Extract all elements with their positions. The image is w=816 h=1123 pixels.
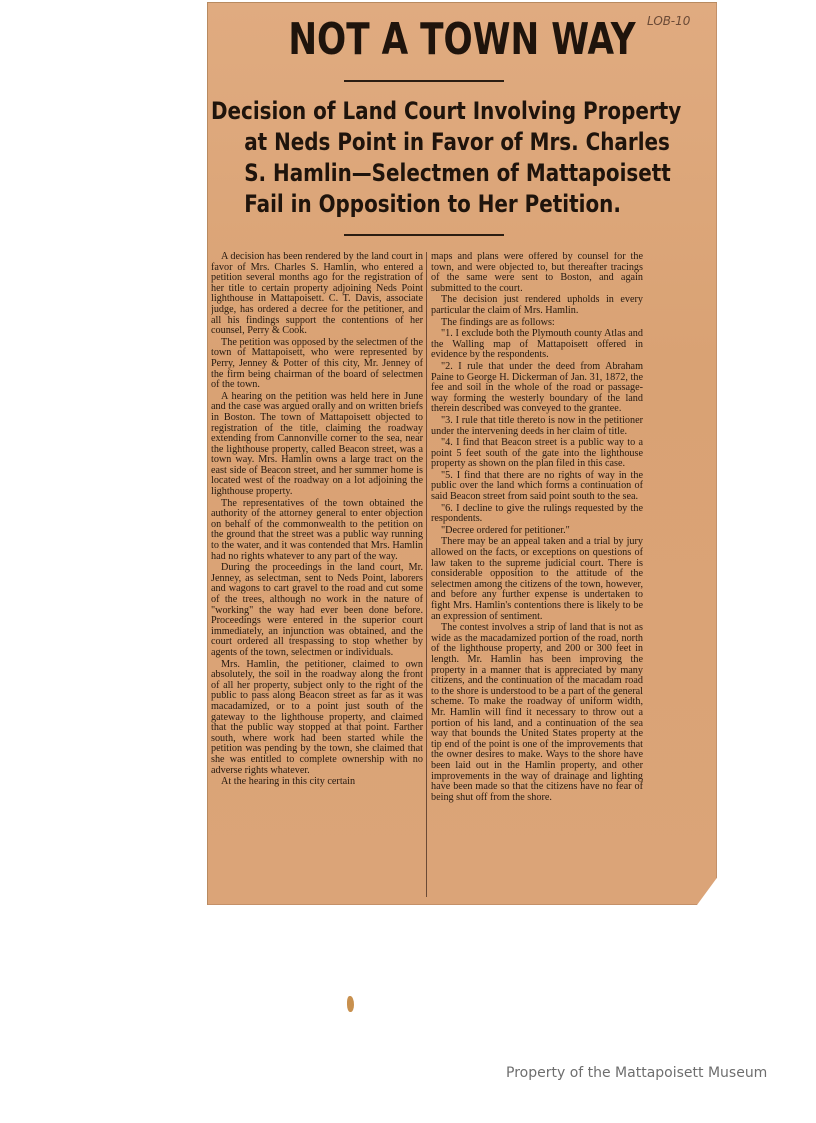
paragraph: The petition was opposed by the selectmen of the town of Mattapoisett, who were represented by Perry, Jenney & Potter of this city, Mr. Jenney of the firm being chairman of the board of selectmen of the town. [211,336,423,391]
catalog-number: LOB-10 [647,14,691,28]
paragraph: A hearing on the petition was held here in June and the case was argued orally and on written briefs in Boston. The town of Mattapoisett objected to registration of the title, claiming the roadway extending from Cannonville corner to the sea, near the lighthouse property, called Beacon street, was a town way. Mrs. Hamlin owns a large tract on the east side of Beacon street, and her summer home is located west of the roadway on a lot adjoining the lighthouse property. [211,390,423,498]
deck-rule [344,234,504,236]
article-column-1 [211,252,423,897]
paragraph: Mrs. Hamlin, the petitioner, claimed to own absolutely, the soil in the roadway along the front of all her property, subject only to the right of the public to pass along Beacon street as far as it was macadamized, or to a point just south of the gateway to the lighthouse property, and claimed that the public way stopped at that point. Farther south, where work had been started while the petition was pending by the town, she claimed that she was entitled to complete ownership with no adverse rights whatever. [211,658,423,776]
paragraph: At the hearing in this city certain [221,776,356,788]
museum-watermark: Property of the Mattapoisett Museum [506,1065,768,1081]
paragraph: The decision just rendered upholds in every particular the claim of Mrs. Hamlin. [431,294,643,316]
paragraph: The contest involves a strip of land that is not as wide as the macadamized portion of the road, north of the lighthouse property, and 200 or 300 feet in length. Mr. Hamlin has been improving the property in a manner that is appreciated by many citizens, and the continuation of the macadam road to the shore is understood to be a part of the general scheme. To make the roadway of uniform width, Mr. Hamlin will find it necessary to throw out a portion of his land, and a continuation of the sea way that bounds the United States property at the tip end of the point is one of the improvements that the owner desires to make. Ways to the shore have been laid out in the Hamlin property, and other improvements in the way of drainage and lighting have been made so that the citizens have no fear of being shut off from the shore. [431,622,643,803]
column-divider [426,252,427,897]
paragraph: A decision has been rendered by the land court in favor of Mrs. Charles S. Hamlin, who entered a petition several months ago for the registration of her title to certain property adjoining Neds Point lighthouse in Mattapoisett. C. T. Davis, associate judge, has ordered a decree for the petitioner, and all his findings support the contentions of her counsel, Perry & Cook. [211,252,423,337]
paragraph: There may be an appeal taken and a trial by jury allowed on the facts, or exceptions on questions of law taken to the supreme judicial court. There is considerable opposition to the attitude of the selectmen among the citizens of the town, however, and before any further expense is undertaken to fight Mrs. Hamlin's contentions there is likely to be an expression of sentiment. [431,536,643,622]
finding: "2. I rule that under the deed from Abraham Paine to George H. Dickerman of Jan. 31, 1872, the fee and soil in the whole of the road or passage-way forming the westerly boundary of the land therein described was conveyed to the grantee. [431,360,643,415]
newspaper-clipping [207,2,717,905]
headline: NOT A TOWN WAY [288,14,636,65]
finding: "1. I exclude both the Plymouth county Atlas and the Walling map of Mattapoisett offered in evidence by the respondents. [431,328,643,361]
headline-rule [344,80,504,82]
finding: "4. I find that Beacon street is a public way to a point 5 feet south of the gate into the lighthouse property as shown on the plan filed in this case. [431,437,643,470]
subheadline-line: Fail in Opposition to Her Petition. [244,190,621,218]
finding: "Decree ordered for petitioner." [441,524,570,536]
paragraph: The findings are as follows: [441,316,555,328]
paragraph: The representatives of the town obtained the authority of the attorney general to enter objection on behalf of the commonwealth to the petition on the ground that the street was a public way running to the water, and it was contended that Mrs. Hamlin had no rights whatever to any part of the way. [211,497,423,562]
finding: "5. I find that there are no rights of way in the public over the land which forms a continuation of said Beacon street from said point south to the sea. [431,469,643,503]
subheadline-line: at Neds Point in Favor of Mrs. Charles [244,128,670,156]
subheadline-line: S. Hamlin—Selectmen of Mattapoisett [244,159,671,187]
article-body [211,252,713,897]
finding: "3. I rule that title thereto is now in the petitioner under the intervening deeds in her claim of title. [431,414,643,437]
paragraph: maps and plans were offered by counsel for the town, and were objected to, but thereafter tracings of the same were sent to Boston, and again submitted to the court. [431,252,643,294]
article-column-2 [431,252,643,897]
subheadline-line: Decision of Land Court Involving Property [211,97,682,125]
paper-speck [347,996,354,1012]
subheadline [211,96,682,220]
finding: "6. I decline to give the rulings requested by the respondents. [431,502,643,525]
paragraph: During the proceedings in the land court, Mr. Jenney, as selectman, sent to Neds Point, laborers and wagons to cart gravel to the road and cut some of the trees, although no work in the nature of "working" the way had ever been done before. Proceedings were entered in the superior court immediately, an injunction was obtained, and the court ordered all trespassing to stop whether by agents of the town, selectmen or individuals. [211,562,423,658]
